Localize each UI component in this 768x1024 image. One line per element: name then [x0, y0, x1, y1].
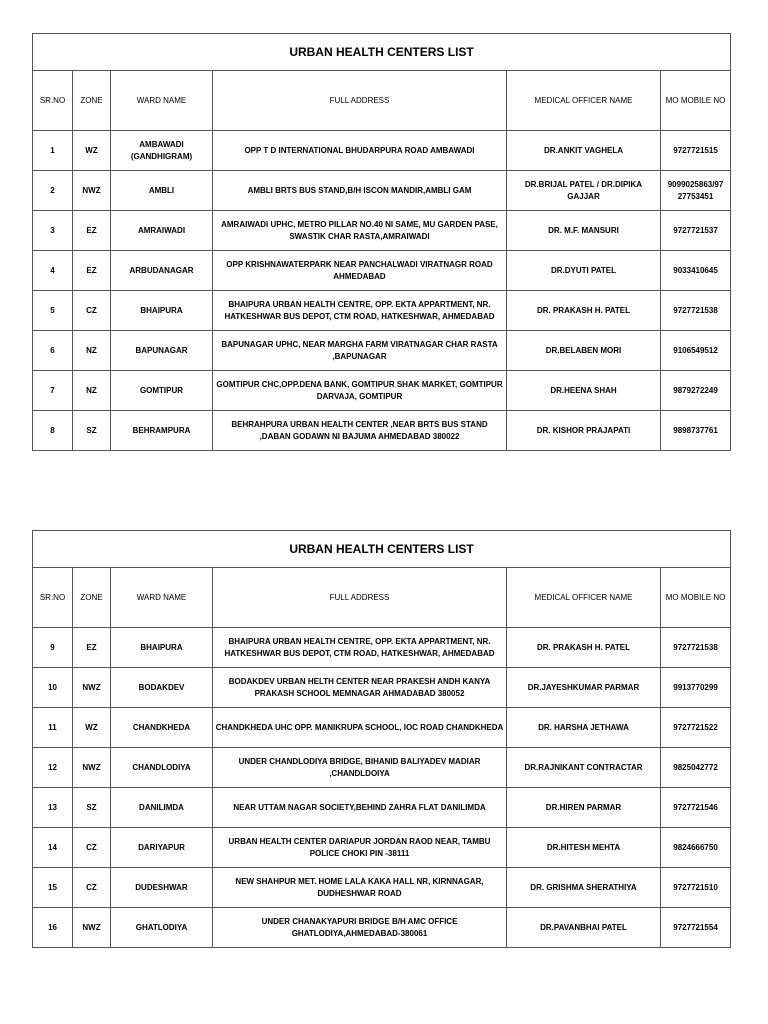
table-row — [33, 868, 731, 908]
cell-sr-no: 16 — [33, 908, 73, 948]
cell-officer: DR.JAYESHKUMAR PARMAR — [507, 668, 661, 708]
table-row — [33, 828, 731, 868]
cell-zone: CZ — [73, 291, 111, 331]
cell-zone: CZ — [73, 868, 111, 908]
cell-ward-name: AMBAWADI (GANDHIGRAM) — [111, 131, 213, 171]
header-ward-name: WARD NAME — [111, 71, 213, 131]
header-row — [33, 568, 731, 628]
cell-sr-no: 1 — [33, 131, 73, 171]
table-row — [33, 788, 731, 828]
cell-address: BAPUNAGAR UPHC, NEAR MARGHA FARM VIRATNAGAR CHAR RASTA ,BAPUNAGAR — [213, 331, 507, 371]
cell-ward-name: BEHRAMPURA — [111, 411, 213, 451]
cell-sr-no: 2 — [33, 171, 73, 211]
cell-sr-no: 10 — [33, 668, 73, 708]
cell-ward-name: CHANDKHEDA — [111, 708, 213, 748]
cell-address: UNDER CHANDLODIYA BRIDGE, BIHANID BALIYADEV MADIAR ,CHANDLDOIYA — [213, 748, 507, 788]
table-row — [33, 628, 731, 668]
cell-address: AMRAIWADI UPHC, METRO PILLAR NO.40 NI SAME, MU GARDEN PASE, SWASTIK CHAR RASTA,AMRAIWADI — [213, 211, 507, 251]
cell-sr-no: 5 — [33, 291, 73, 331]
cell-address: BEHRAHPURA URBAN HEALTH CENTER ,NEAR BRTS BUS STAND ,DABAN GODAWN NI BAJUMA AHMEDABAD 380022 — [213, 411, 507, 451]
cell-address: NEW SHAHPUR MET. HOME LALA KAKA HALL NR, KIRNNAGAR, DUDHESHWAR ROAD — [213, 868, 507, 908]
cell-sr-no: 6 — [33, 331, 73, 371]
cell-address: GOMTIPUR CHC,OPP.DENA BANK, GOMTIPUR SHAK MARKET, GOMTIPUR DARVAJA, GOMTIPUR — [213, 371, 507, 411]
cell-sr-no: 8 — [33, 411, 73, 451]
table-title: URBAN HEALTH CENTERS LIST — [33, 34, 731, 71]
cell-zone: NWZ — [73, 908, 111, 948]
header-full-address: FULL ADDRESS — [213, 71, 507, 131]
cell-mobile: 9033410645 — [661, 251, 731, 291]
cell-officer: DR.DYUTI PATEL — [507, 251, 661, 291]
cell-officer: DR. KISHOR PRAJAPATI — [507, 411, 661, 451]
header-ward-name: WARD NAME — [111, 568, 213, 628]
table-row — [33, 371, 731, 411]
cell-address: OPP T D INTERNATIONAL BHUDARPURA ROAD AMBAWADI — [213, 131, 507, 171]
cell-officer: DR. PRAKASH H. PATEL — [507, 628, 661, 668]
cell-zone: CZ — [73, 828, 111, 868]
cell-ward-name: AMBLI — [111, 171, 213, 211]
header-full-address: FULL ADDRESS — [213, 568, 507, 628]
cell-address: BHAIPURA URBAN HEALTH CENTRE, OPP. EKTA APPARTMENT, NR. HATKESHWAR BUS DEPOT, CTM ROAD, HATKESHWAR, AHMEDABAD — [213, 291, 507, 331]
cell-address: BODAKDEV URBAN HELTH CENTER NEAR PRAKESH ANDH KANYA PRAKASH SCHOOL MEMNAGAR AHMADABAD 380052 — [213, 668, 507, 708]
header-medical-officer-name: MEDICAL OFFICER NAME — [507, 71, 661, 131]
cell-address: BHAIPURA URBAN HEALTH CENTRE, OPP. EKTA APPARTMENT, NR. HATKESHWAR BUS DEPOT, CTM ROAD, HATKESHWAR, AHMEDABAD — [213, 628, 507, 668]
cell-ward-name: CHANDLODIYA — [111, 748, 213, 788]
cell-zone: WZ — [73, 708, 111, 748]
cell-mobile: 9727721546 — [661, 788, 731, 828]
table-title: URBAN HEALTH CENTERS LIST — [33, 531, 731, 568]
cell-mobile: 9727721522 — [661, 708, 731, 748]
cell-address: CHANDKHEDA UHC OPP. MANIKRUPA SCHOOL, IOC ROAD CHANDKHEDA — [213, 708, 507, 748]
cell-sr-no: 11 — [33, 708, 73, 748]
table-row — [33, 211, 731, 251]
cell-officer: DR.PAVANBHAI PATEL — [507, 908, 661, 948]
cell-ward-name: BAPUNAGAR — [111, 331, 213, 371]
cell-ward-name: AMRAIWADI — [111, 211, 213, 251]
cell-sr-no: 4 — [33, 251, 73, 291]
cell-sr-no: 13 — [33, 788, 73, 828]
table-row — [33, 708, 731, 748]
cell-ward-name: ARBUDANAGAR — [111, 251, 213, 291]
cell-mobile: 9727721554 — [661, 908, 731, 948]
table-row — [33, 668, 731, 708]
header-zone: ZONE — [73, 568, 111, 628]
cell-mobile: 9727721515 — [661, 131, 731, 171]
cell-ward-name: GHATLODIYA — [111, 908, 213, 948]
cell-ward-name: GOMTIPUR — [111, 371, 213, 411]
header-row — [33, 71, 731, 131]
table-row — [33, 908, 731, 948]
cell-mobile: 9099025863/97 27753451 — [661, 171, 731, 211]
cell-officer: DR.ANKIT VAGHELA — [507, 131, 661, 171]
cell-sr-no: 15 — [33, 868, 73, 908]
cell-ward-name: BHAIPURA — [111, 628, 213, 668]
header-medical-officer-name: MEDICAL OFFICER NAME — [507, 568, 661, 628]
cell-zone: NWZ — [73, 668, 111, 708]
cell-address: NEAR UTTAM NAGAR SOCIETY,BEHIND ZAHRA FLAT DANILIMDA — [213, 788, 507, 828]
cell-sr-no: 7 — [33, 371, 73, 411]
cell-address: OPP KRISHNAWATERPARK NEAR PANCHALWADI VIRATNAGR ROAD AHMEDABAD — [213, 251, 507, 291]
cell-mobile: 9825042772 — [661, 748, 731, 788]
cell-zone: NZ — [73, 371, 111, 411]
cell-ward-name: BODAKDEV — [111, 668, 213, 708]
cell-zone: SZ — [73, 411, 111, 451]
table-row — [33, 131, 731, 171]
header-sr-no: SR.NO — [33, 568, 73, 628]
cell-ward-name: DARIYAPUR — [111, 828, 213, 868]
cell-zone: SZ — [73, 788, 111, 828]
cell-officer: DR. PRAKASH H. PATEL — [507, 291, 661, 331]
cell-officer: DR.HIREN PARMAR — [507, 788, 661, 828]
cell-mobile: 9727721510 — [661, 868, 731, 908]
cell-ward-name: DANILIMDA — [111, 788, 213, 828]
header-mo-mobile-no: MO MOBILE NO — [661, 71, 731, 131]
cell-mobile: 9824666750 — [661, 828, 731, 868]
header-sr-no: SR.NO — [33, 71, 73, 131]
table-row — [33, 251, 731, 291]
cell-address: UNDER CHANAKYAPURI BRIDGE B/H AMC OFFICE GHATLODIYA,AHMEDABAD-380061 — [213, 908, 507, 948]
cell-mobile: 9727721537 — [661, 211, 731, 251]
cell-officer: DR.BRIJAL PATEL / DR.DIPIKA GAJJAR — [507, 171, 661, 211]
cell-mobile: 9898737761 — [661, 411, 731, 451]
cell-mobile: 9913770299 — [661, 668, 731, 708]
cell-mobile: 9879272249 — [661, 371, 731, 411]
table-row — [33, 331, 731, 371]
cell-zone: NZ — [73, 331, 111, 371]
cell-mobile: 9106549512 — [661, 331, 731, 371]
table-row — [33, 748, 731, 788]
cell-zone: EZ — [73, 628, 111, 668]
cell-mobile: 9727721538 — [661, 291, 731, 331]
cell-ward-name: DUDESHWAR — [111, 868, 213, 908]
header-zone: ZONE — [73, 71, 111, 131]
table-row — [33, 411, 731, 451]
cell-officer: DR.HITESH MEHTA — [507, 828, 661, 868]
cell-sr-no: 14 — [33, 828, 73, 868]
header-mo-mobile-no: MO MOBILE NO — [661, 568, 731, 628]
cell-zone: WZ — [73, 131, 111, 171]
table-row — [33, 171, 731, 211]
cell-address: URBAN HEALTH CENTER DARIAPUR JORDAN RAOD NEAR, TAMBU POLICE CHOKI PIN -38111 — [213, 828, 507, 868]
cell-officer: DR. M.F. MANSURI — [507, 211, 661, 251]
cell-officer: DR.BELABEN MORI — [507, 331, 661, 371]
cell-officer: DR.HEENA SHAH — [507, 371, 661, 411]
table-row — [33, 291, 731, 331]
cell-mobile: 9727721538 — [661, 628, 731, 668]
cell-sr-no: 3 — [33, 211, 73, 251]
cell-officer: DR. GRISHMA SHERATHIYA — [507, 868, 661, 908]
cell-sr-no: 12 — [33, 748, 73, 788]
cell-officer: DR. HARSHA JETHAWA — [507, 708, 661, 748]
health-centers-table-2 — [32, 530, 731, 948]
cell-zone: NWZ — [73, 171, 111, 211]
cell-zone: NWZ — [73, 748, 111, 788]
cell-officer: DR.RAJNIKANT CONTRACTAR — [507, 748, 661, 788]
cell-sr-no: 9 — [33, 628, 73, 668]
health-centers-table-1 — [32, 33, 731, 451]
cell-address: AMBLI BRTS BUS STAND,B/H ISCON MANDIR,AMBLI GAM — [213, 171, 507, 211]
cell-zone: EZ — [73, 251, 111, 291]
cell-ward-name: BHAIPURA — [111, 291, 213, 331]
cell-zone: EZ — [73, 211, 111, 251]
